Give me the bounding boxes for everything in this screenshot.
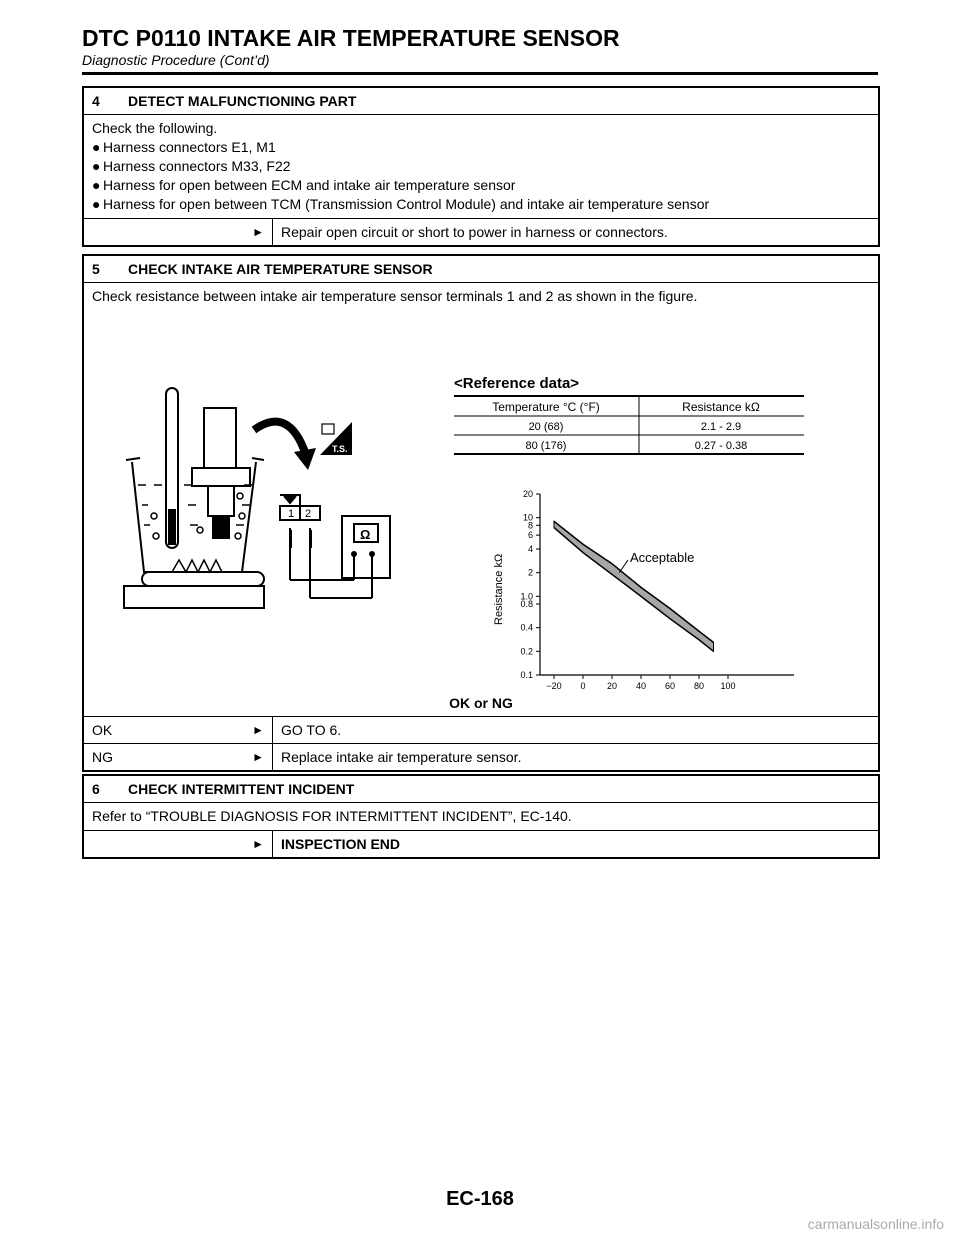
list-item: ● Harness connectors M33, F22 (92, 158, 291, 174)
page-header (82, 24, 878, 69)
arrow-right-icon: ► (252, 225, 264, 239)
table-header: Resistance kΩ (682, 400, 760, 414)
step-title: DETECT MALFUNCTIONING PART (128, 93, 357, 109)
sensor-test-illustration (84, 310, 874, 690)
annotation-label: Acceptable (630, 550, 695, 565)
table-cell: 2.1 - 2.9 (700, 421, 742, 433)
table-cell: 20 (68) (528, 421, 564, 433)
bullet-icon: ● (92, 158, 101, 174)
acceptable-band (554, 521, 714, 651)
step-number: 6 (92, 781, 100, 797)
y-tick-label: 0.8 (520, 598, 533, 609)
step-6-box (82, 774, 880, 859)
step-6-header (84, 776, 878, 803)
step-4-box (82, 86, 880, 247)
y-tick-label: 0.4 (520, 622, 533, 633)
list-item: ● Harness for open between ECM and intake air temperature sensor (92, 177, 516, 193)
page-number: EC-168 (446, 1188, 514, 1210)
svg-text:T.S.: T.S. (332, 444, 348, 454)
terminal-2-label: 2 (305, 508, 312, 520)
y-tick-label: 0.2 (520, 646, 533, 657)
figure (84, 310, 878, 690)
step-5-header (84, 256, 878, 283)
x-tick-label: 60 (664, 681, 676, 690)
ok-or-ng-label: OK or NG (449, 695, 513, 711)
x-tick-label: 80 (693, 681, 705, 690)
bullet-icon: ● (92, 196, 101, 212)
reference-data-label: <Reference data> (454, 375, 580, 392)
bullet-icon: ● (92, 139, 101, 155)
step-4-result (84, 219, 878, 245)
y-tick-label: 1.0 (520, 591, 533, 602)
step-5-body (84, 283, 878, 717)
arrow-right-icon: ► (252, 837, 264, 851)
page-title: DTC P0110 INTAKE AIR TEMPERATURE SENSOR (82, 25, 620, 51)
header-rule (82, 72, 878, 75)
step-title: CHECK INTAKE AIR TEMPERATURE SENSOR (128, 261, 433, 277)
step-4-body (84, 115, 878, 219)
result-row-ok (84, 717, 878, 744)
x-tick-label: 20 (606, 681, 618, 690)
result-action: GO TO 6. (281, 722, 342, 738)
y-tick-label: 6 (527, 530, 533, 541)
step-number: 5 (92, 261, 100, 277)
result-action: INSPECTION END (281, 836, 401, 852)
list-item: ● Harness for open between TCM (Transmission Control Module) and intake air temperature sensor (92, 196, 710, 212)
step-number: 4 (92, 93, 100, 109)
x-tick-label: 100 (720, 681, 736, 690)
step-6-body: Refer to “TROUBLE DIAGNOSIS FOR INTERMITTENT INCIDENT”, EC-140. (84, 803, 878, 831)
step-intro: Check resistance between intake air temperature sensor terminals 1 and 2 as shown in the figure. (92, 288, 698, 304)
resistance-chart (493, 489, 794, 690)
reference-table (454, 396, 804, 454)
y-tick-label: 4 (527, 543, 533, 554)
result-action: Repair open circuit or short to power in harness or connectors. (281, 224, 668, 240)
y-axis-label: Resistance kΩ (493, 553, 505, 625)
step-5-box (82, 254, 880, 772)
watermark: carmanualsonline.info (807, 1216, 944, 1232)
table-header: Temperature °C (°F) (492, 400, 600, 414)
step-6-result (84, 831, 878, 857)
y-tick-label: 2 (527, 567, 533, 578)
step-title: CHECK INTERMITTENT INCIDENT (128, 781, 355, 797)
ts-badge (320, 422, 352, 455)
page-subtitle: Diagnostic Procedure (Cont’d) (82, 52, 270, 68)
annotation-leader (619, 560, 628, 573)
step-4-header (84, 88, 878, 115)
bullet-icon: ● (92, 177, 101, 193)
terminal-1-label: 1 (288, 508, 295, 520)
y-tick-label: 8 (527, 520, 533, 531)
table-cell: 80 (176) (525, 440, 567, 452)
x-tick-label: 40 (635, 681, 647, 690)
step-intro: Check the following. (92, 120, 218, 136)
result-row-ng (84, 744, 878, 770)
y-tick-label: 0.1 (520, 670, 533, 680)
x-tick-label: −20 (546, 681, 562, 690)
y-tick-label: 10 (522, 512, 533, 523)
ohm-icon: Ω (360, 527, 371, 542)
result-action: Replace intake air temperature sensor. (281, 749, 522, 765)
band-upper-line (554, 521, 714, 642)
list-item: ● Harness connectors E1, M1 (92, 139, 276, 155)
table-cell: 0.27 - 0.38 (694, 440, 748, 452)
x-tick-label: 0 (580, 681, 586, 690)
arrow-right-icon: ► (252, 723, 264, 737)
y-tick-label: 20 (522, 489, 533, 499)
arrow-right-icon: ► (252, 750, 264, 764)
result-label: OK (92, 722, 113, 738)
result-label: NG (92, 749, 113, 765)
